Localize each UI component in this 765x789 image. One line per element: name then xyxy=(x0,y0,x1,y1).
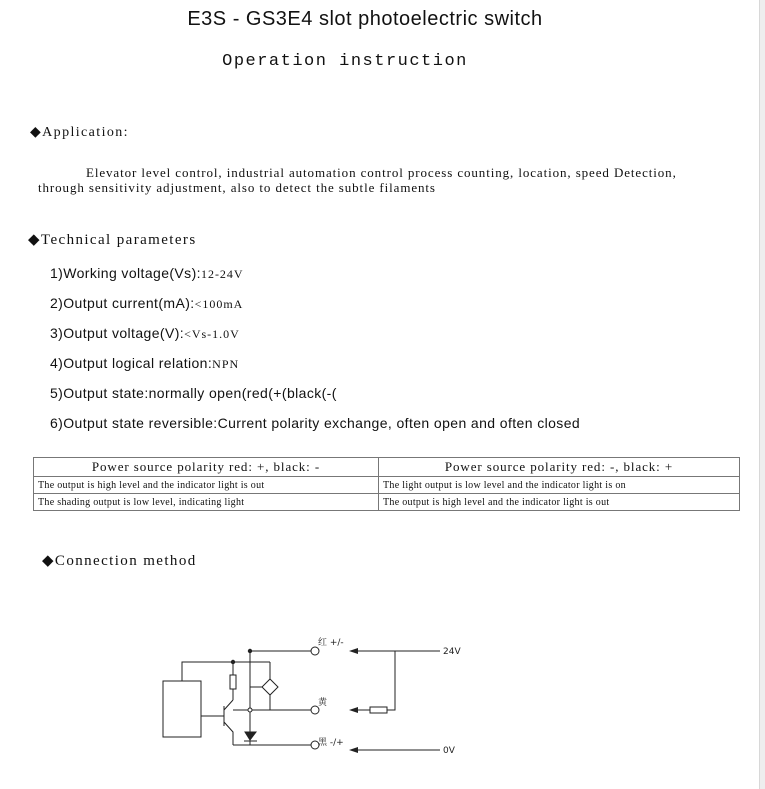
terminal-red xyxy=(311,647,319,655)
table-header-row xyxy=(34,458,740,477)
supply-label-positive: 24V xyxy=(443,647,461,657)
param-label: 6)Output state reversible:Current polarity exchange, often open and often closed xyxy=(50,415,581,431)
arrow-icon xyxy=(349,747,358,753)
param-4 xyxy=(50,355,239,372)
table-cell: The output is high level and the indicator light is out xyxy=(379,494,740,511)
application-heading: ◆Application: xyxy=(30,125,129,140)
table-row xyxy=(34,477,740,494)
arrow-icon xyxy=(349,707,358,713)
technical-heading: ◆Technical parameters xyxy=(28,232,197,248)
application-text xyxy=(38,166,718,195)
param-3 xyxy=(50,325,240,342)
wire-label-red: 红 +/- xyxy=(318,638,344,648)
param-label: 5)Output state:normally open(red(+(black(-( xyxy=(50,385,337,401)
param-label: 3)Output voltage(V): xyxy=(50,325,185,341)
param-value: 12-24V xyxy=(200,267,244,281)
connection-diagram xyxy=(150,630,470,762)
wire-label-black: 黑 -/+ xyxy=(318,738,344,748)
param-label: 2)Output current(mA): xyxy=(50,295,195,311)
param-value: NPN xyxy=(212,357,240,371)
supply-label-negative: 0V xyxy=(443,746,455,756)
table-header-cell: Power source polarity red: -, black: + xyxy=(379,458,740,477)
param-label: 4)Output logical relation: xyxy=(50,355,213,371)
doc-title: E3S - GS3E4 slot photoelectric switch xyxy=(187,8,543,30)
param-value: <100mA xyxy=(194,297,244,311)
connection-heading: ◆Connection method xyxy=(42,553,197,569)
param-2 xyxy=(50,295,243,312)
param-label: 1)Working voltage(Vs): xyxy=(50,265,201,281)
wire-label-yellow: 黄 xyxy=(318,698,328,708)
page-edge xyxy=(759,0,765,789)
param-6 xyxy=(50,415,580,432)
table-cell: The light output is low level and the indicator light is on xyxy=(379,477,740,494)
load-resistor xyxy=(370,707,387,713)
param-1 xyxy=(50,265,244,282)
table-header-cell: Power source polarity red: +, black: - xyxy=(34,458,379,477)
resistor-symbol xyxy=(230,675,236,689)
table-row xyxy=(34,494,740,511)
table-cell: The output is high level and the indicator light is out xyxy=(34,477,379,494)
sensor-box xyxy=(163,681,201,737)
application-body: Elevator level control, industrial automation control process counting, location, speed Detection, through sensitivity adjustment, also to detect the subtle filaments xyxy=(38,165,677,195)
polarity-table xyxy=(33,457,740,511)
param-value: <Vs-1.0V xyxy=(184,327,240,341)
doc-subtitle: Operation instruction xyxy=(222,52,468,71)
diode-symbol xyxy=(245,732,256,740)
table-cell: The shading output is low level, indicating light xyxy=(34,494,379,511)
led-symbol xyxy=(262,679,278,695)
param-5 xyxy=(50,385,337,402)
arrow-icon xyxy=(349,648,358,654)
